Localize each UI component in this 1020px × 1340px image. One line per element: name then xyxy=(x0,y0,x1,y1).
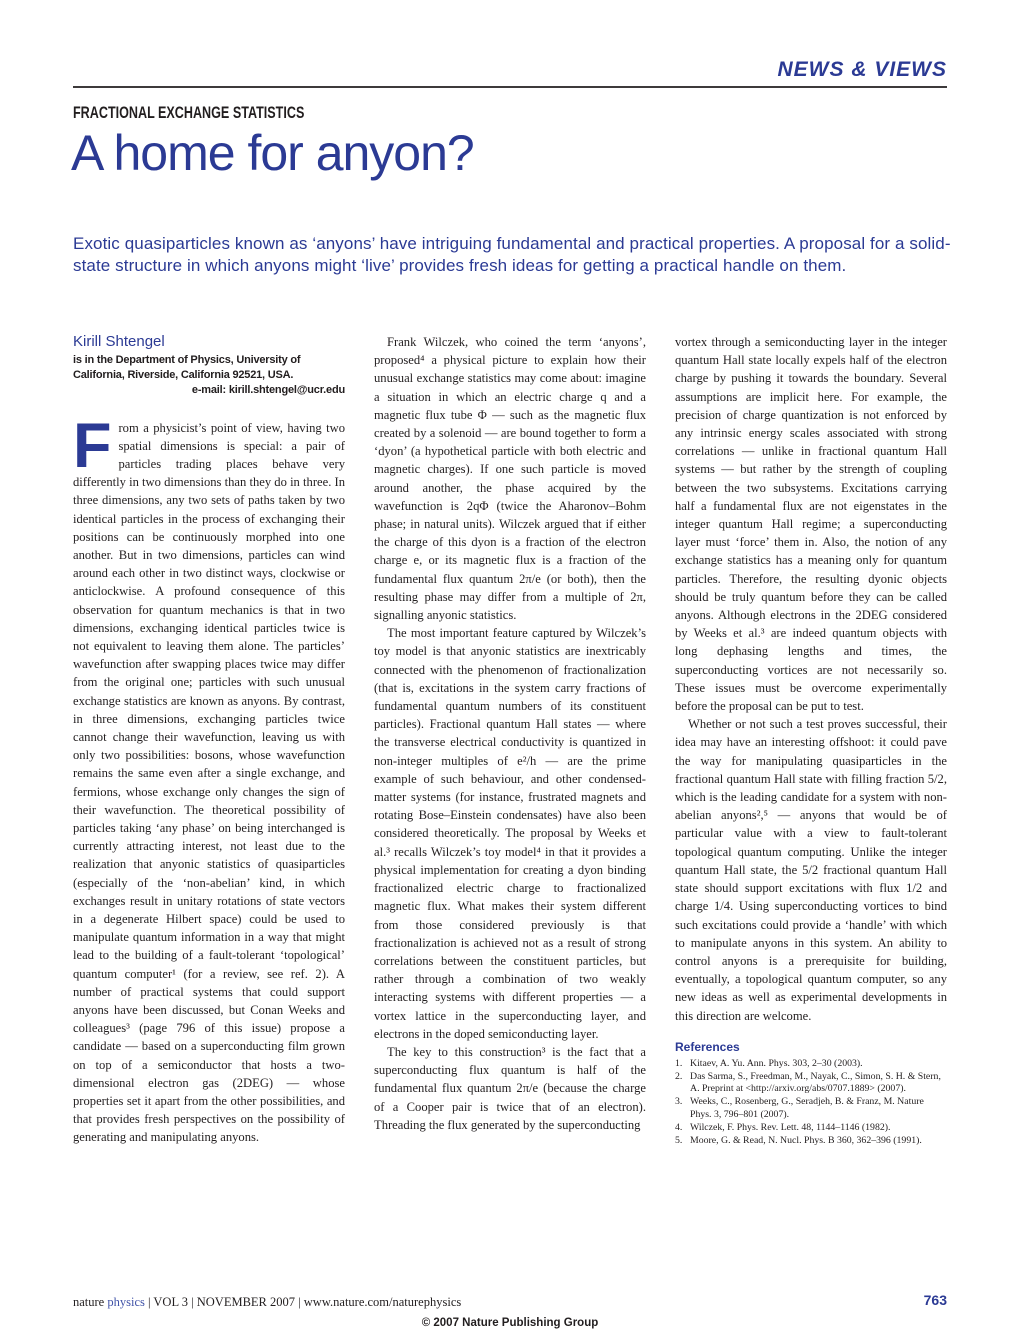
reference-item xyxy=(675,1122,947,1135)
footer-journal-line xyxy=(73,1295,461,1310)
body-paragraph xyxy=(73,410,345,1147)
author-affiliation: is in the Department of Physics, University of California, Riverside, California 92521, USA. xyxy=(73,354,301,381)
reference-number: 1. xyxy=(675,1057,683,1069)
body-paragraph: The key to this construction³ is the fact that a superconducting flux quantum is half of the fundamental flux quantum 2π/e (because the charge of a Cooper pair is twice that of an electron). Threading the flux generated by the superconducting xyxy=(374,1044,646,1132)
copyright-notice: © 2007 Nature Publishing Group xyxy=(421,1317,599,1329)
body-paragraph: vortex through a semiconducting layer in the integer quantum Hall state locally expels half of the electron charge by pushing it towards the boundary. Several assumptions are implicit here. For example, the precision of charge quantization is not enforced by any intrinsic energy scales associated with strong correlations — unlike in fractional quantum Hall systems — but rather by the strength of coupling between the two subsystems. Excitations carrying half a fundamental flux are not eigenstates in the integer quantum Hall regime; a superconducting layer must ‘force’ them in. Also, the notion of any exchange statistics has a meaning only for quantum particles. Therefore, the resulting dyonic objects should be truly quantum before they can be called anyons. Although electrons in the 2DEG considered by Weeks et al.³ are indeed quantum objects with long dephasing lengths and times, the superconducting vortices are not necessarily so. These issues must be overcome experimentally before the proposal can be put to test. xyxy=(675,335,947,714)
article-title: A home for anyon? xyxy=(71,125,474,181)
reference-item xyxy=(675,1058,947,1071)
reference-number: 5. xyxy=(675,1134,683,1146)
reference-text: Kitaev, A. Yu. Ann. Phys. 303, 2–30 (2003). xyxy=(690,1057,863,1069)
header-rule xyxy=(73,86,947,88)
references-section xyxy=(675,1040,947,1148)
body-paragraph: Whether or not such a test proves successful, their idea may have an interesting offshoot: it could pave the way for manipulating quasiparticles in the fractional quantum Hall state with filling fraction 5/2, which is the leading candidate for a system with non-abelian anyons²,⁵ — anyons that would be of particular value with a view to fault-tolerant topological quantum computing. Unlike the integer quantum Hall state, the 5/2 fractional quantum Hall state should support excitations with flux 1/2 and charge 1/4. Using superconducting vortices to bind such excitations could provide a ‘handle’ with which to manipulate anyons in this system. An ability to control anyons is a prerequisite for building, eventually, a topological quantum computer, so any new ideas as well as experimental developments in this direction are welcome. xyxy=(675,717,947,1023)
journal-name-part1: nature xyxy=(73,1295,108,1309)
body-paragraph: The most important feature captured by Wilczek’s toy model is that anyonic statistics are inextricably connected with the phenomenon of fractionalization (that is, excitations in the system carry fractions of fundamental quantum numbers of its constituent particles). Fractional quantum Hall states — where the transverse electrical conductivity is quantized in non-integer multiples of e²/h — are the prime example of such behaviour, and other condensed-matter systems (for instance, frustrated magnets and rotating Bose–Einstein condensates) have also been considered theoretically. The proposal by Weeks et al.³ recalls Wilczek’s toy model⁴ in that it provides a physical implementation for creating a dyon binding fractionalized electric charge to fractionalized magnetic flux. What makes their system different from those considered previously is that fractionalization is achieved not as a result of strong correlations between the constituent particles, but rather through a combination of two weakly interacting systems with different properties — a vortex lattice in the superconducting layer, and electrons in the doped semiconducting layer. xyxy=(374,626,646,1041)
reference-number: 2. xyxy=(675,1070,683,1082)
paragraph-text: rom a physicist’s point of view, having two spatial dimensions is special: a pair of particles trading places behave very differently in two dimensions than they do in three. In three dimensions, any two sets of paths taken by two identical particles in the process of exchanging their positions can be continuously morphed into one another. But in two dimensions, particles can wind around each other in two distinct ways, clockwise or anticlockwise. A profound consequence of this observation for quantum mechanics is that in two dimensions, exchanging identical particles twice is not equivalent to leaving them alone. The particles’ wavefunction after swapping places twice may differ from the original one; particles with such unusual exchange statistics are known as anyons. By contrast, in three dimensions, exchanging particles twice cannot change their wavefunction, leaving us with only two possibilities: bosons, whose wavefunction remains the same even after a single exchange, and fermions, whose exchange only changes the sign of their wavefunction. The theoretical possibility of particles taking ‘any phase’ on being interchanged is currently attracting interest, not least due to the realization that anyonic statistics of quasiparticles (especially of the ‘non-abelian’ kind, in which exchanges result in unitary rotations of state vectors in a degenerate Hilbert space) could be used to manipulate quantum information in a way that might lead to the building of a fault-tolerant ‘topological’ quantum computer¹ (for a review, see ref. 2). A number of practical systems that could support anyons have been discussed, but Conan Weeks and colleagues³ (page 796 of this issue) propose a candidate — based on a superconducting film grown on top of a semiconductor that hosts a two-dimensional electron gas (2DEG) — whose properties set it apart from the other possibilities, and that provides fresh perspectives on the possibility of generating and manipulating anyons. xyxy=(73,420,345,1145)
author-email-link[interactable]: e-mail: kirill.shtengel@ucr.edu xyxy=(191,384,345,396)
references-heading: References xyxy=(675,1039,740,1054)
reference-number: 4. xyxy=(675,1121,683,1133)
reference-text: Das Sarma, S., Freedman, M., Nayak, C., Simon, S. H. & Stern, A. Preprint at <http://arxiv.org/abs/0707.1889> (2007). xyxy=(690,1070,941,1095)
reference-text: Weeks, C., Rosenberg, G., Seradjeh, B. & Franz, M. Nature Phys. 3, 796–801 (2007). xyxy=(690,1096,924,1120)
column-1 xyxy=(73,333,345,1147)
drop-cap: F xyxy=(73,410,112,481)
column-2 xyxy=(374,333,646,1147)
article-kicker: FRACTIONAL EXCHANGE STATISTICS xyxy=(73,103,305,122)
reference-item xyxy=(675,1096,947,1122)
reference-item xyxy=(675,1071,947,1097)
page-number: 763 xyxy=(923,1292,947,1308)
article-standfirst: Exotic quasiparticles known as ‘anyons’ have intriguing fundamental and practical properties. A proposal for a solid-state structure in which anyons might ‘live’ provides fresh ideas for getting a practical handle on them. xyxy=(73,234,951,275)
journal-name-part2: physics xyxy=(107,1295,145,1309)
reference-text: Moore, G. & Read, N. Nucl. Phys. B 360, 362–396 (1991). xyxy=(690,1134,922,1146)
section-label: NEWS & VIEWS xyxy=(777,58,947,81)
body-paragraph: Frank Wilczek, who coined the term ‘anyons’, proposed⁴ a physical picture to explain how their unusual exchange statistics may come about: imagine a situation in which an electric charge q and a magnetic flux tube Φ — such as the magnetic flux created by a solenoid — are bound together to form a ‘dyon’ (a hypothetical particle with both electric and magnetic charges). If one such particle is moved around another, the phase acquired by the wavefunction is 2qΦ (twice the Aharonov–Bohm phase; in natural units). Wilczek argued that if either the charge of this dyon is a fraction of the electron charge e, or its magnetic flux is a fraction of the fundamental flux quantum 2π/e (or both), then the resulting phase may differ from a multiple of 2π, signalling anyonic statistics. xyxy=(374,335,646,623)
article-columns xyxy=(73,333,947,1147)
author-name: Kirill Shtengel xyxy=(73,333,165,350)
reference-item xyxy=(675,1135,947,1148)
footer-issue-info: | VOL 3 | NOVEMBER 2007 | www.nature.com/naturephysics xyxy=(144,1295,462,1309)
reference-number: 3. xyxy=(675,1096,683,1108)
reference-text: Wilczek, F. Phys. Rev. Lett. 48, 1144–1146 (1982). xyxy=(690,1121,891,1133)
spacer xyxy=(73,398,345,419)
column-3 xyxy=(675,333,947,1147)
